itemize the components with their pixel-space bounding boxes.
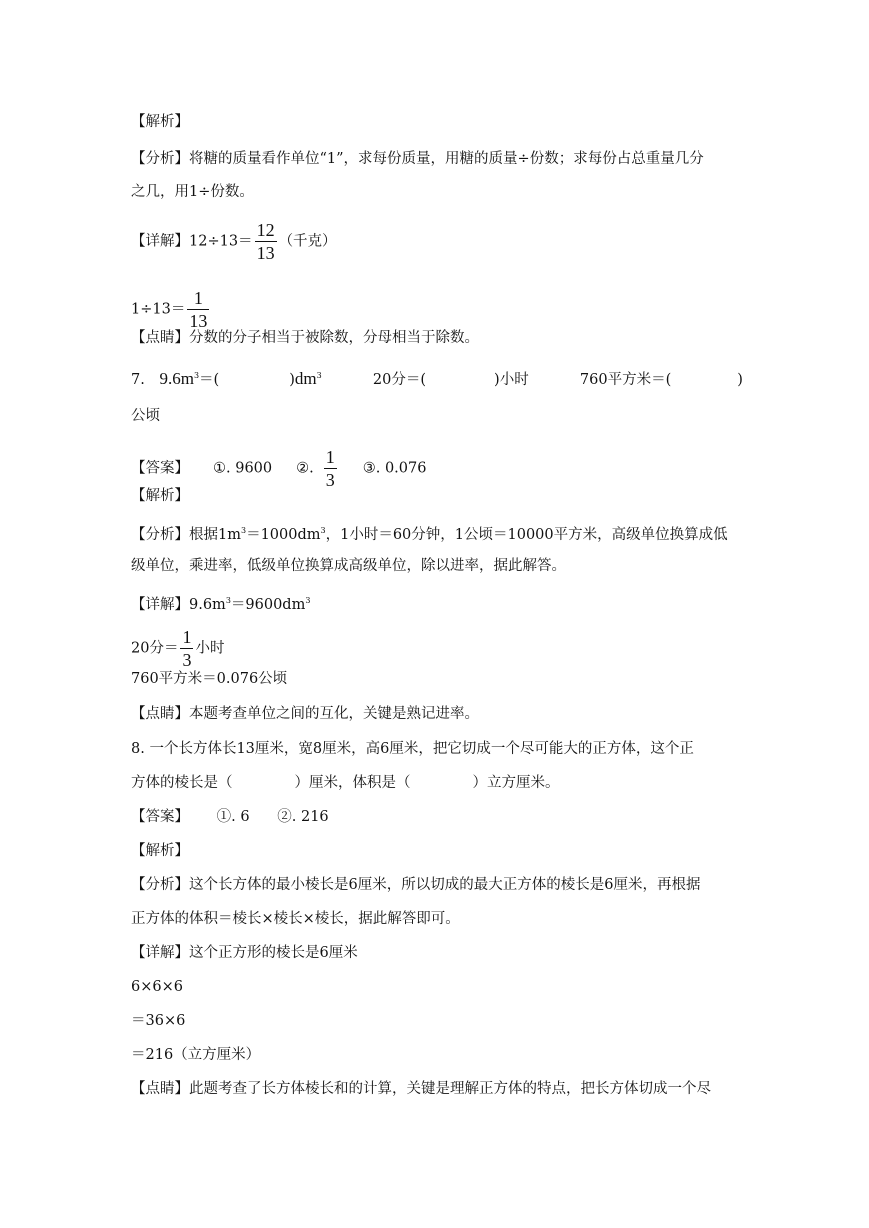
detail-label: 【详解】 [131, 233, 189, 250]
detail-line: 760平方米＝0.076公顷 [131, 671, 288, 687]
unit-text: （千克） [278, 233, 337, 250]
detail-line [131, 289, 211, 330]
analysis-heading: 【解析】 [131, 114, 189, 130]
analysis-text: 【分析】将糖的质量看作单位“1”，求每份质量，用糖的质量÷份数；求每份占总重量几分 [131, 151, 704, 167]
fraction [324, 448, 337, 489]
fraction-denominator: 3 [182, 650, 192, 670]
analysis-text: 正方体的体积＝棱长×棱长×棱长，据此解答即可。 [131, 911, 460, 927]
fraction [255, 221, 277, 262]
fraction-denominator: 13 [256, 243, 275, 263]
math-expression: 12÷13＝ [189, 233, 253, 250]
analysis-text-part: 【分析】根据1m [131, 527, 241, 543]
fraction [180, 628, 193, 669]
math-expression: 1÷13＝ [131, 301, 186, 318]
answer-item: ③. 0.076 [362, 460, 427, 477]
exponent: 3 [225, 596, 231, 605]
analysis-heading: 【解析】 [131, 843, 189, 859]
key-point-text: 【点睛】此题考查了长方体棱长和的计算，关键是理解正方体的特点，把长方体切成一个尽 [131, 1081, 711, 1097]
exponent: 3 [316, 371, 322, 380]
question-text: )小时 [494, 372, 529, 388]
answer-item: ①. 9600 [213, 460, 273, 477]
question-text [131, 773, 560, 793]
question-text-part: ）厘米，体积是（ [294, 775, 411, 791]
detail-line: 【详解】这个正方形的棱长是6厘米 [131, 945, 358, 961]
detail-text-part: ＝9600dm [230, 597, 306, 613]
fraction-denominator: 13 [189, 311, 208, 331]
detail-text-part: 【详解】9.6m [131, 597, 226, 613]
detail-text-part: 小时 [195, 640, 225, 657]
calc-line: ＝216（立方厘米） [131, 1047, 261, 1063]
detail-line [131, 628, 224, 669]
analysis-text-part: ＝1000dm [246, 527, 321, 543]
analysis-text: 之几，用1÷份数。 [131, 184, 254, 200]
fraction-numerator: 1 [325, 447, 335, 467]
key-point-text: 【点睛】本题考查单位之间的互化，关键是熟记进率。 [131, 706, 479, 722]
answer-label: 【答案】 [131, 460, 189, 477]
analysis-text [131, 521, 728, 545]
question-text: 760平方米＝( [579, 372, 672, 388]
question-text: 公顷 [131, 408, 160, 424]
key-point-text: 【点睛】分数的分子相当于被除数，分母相当于除数。 [131, 330, 479, 346]
question-8: 8. 一个长方体长13厘米，宽8厘米，高6厘米，把它切成一个尽可能大的正方体，这个正 [131, 741, 694, 757]
detail-text-part: 20分＝ [131, 640, 179, 657]
question-text-part: ）立方厘米。 [472, 775, 560, 791]
detail-line [131, 221, 337, 262]
exponent: 3 [320, 526, 326, 535]
fraction [187, 289, 209, 330]
fraction-numerator: 12 [256, 220, 275, 240]
exponent: 3 [240, 526, 247, 535]
calc-line: 6×6×6 [131, 979, 183, 995]
answer-line [131, 448, 426, 489]
analysis-text: 【分析】这个长方体的最小棱长是6厘米，所以切成的最大正方体的棱长是6厘米，再根据 [131, 877, 701, 893]
question-7 [131, 366, 743, 390]
exponent: 3 [193, 371, 200, 380]
question-value: 9.6m [159, 369, 194, 388]
answer-line: 【答案】 ①. 6 ②. 216 [131, 809, 329, 825]
fraction-numerator: 1 [182, 627, 192, 647]
fraction-denominator: 3 [325, 470, 335, 490]
exponent: 3 [305, 596, 311, 605]
question-text: ) [737, 372, 743, 388]
answer-item: ②. [296, 460, 314, 477]
question-text-part: 方体的棱长是（ [131, 775, 233, 791]
analysis-heading: 【解析】 [131, 488, 189, 504]
unit-text: dm [294, 369, 317, 388]
question-number: 7. [131, 372, 145, 388]
analysis-text: 级单位，乘进率，低级单位换算成高级单位，除以进率，据此解答。 [131, 558, 566, 574]
question-text: ＝( [199, 372, 220, 388]
fraction-numerator: 1 [193, 288, 203, 308]
question-text: 20分＝( [372, 372, 427, 388]
calc-line: ＝36×6 [131, 1013, 186, 1029]
question-text: ) [289, 372, 295, 388]
detail-line [131, 591, 310, 615]
analysis-text-part: ，1小时＝60分钟，1公顷＝10000平方米，高级单位换算成低 [325, 527, 728, 543]
